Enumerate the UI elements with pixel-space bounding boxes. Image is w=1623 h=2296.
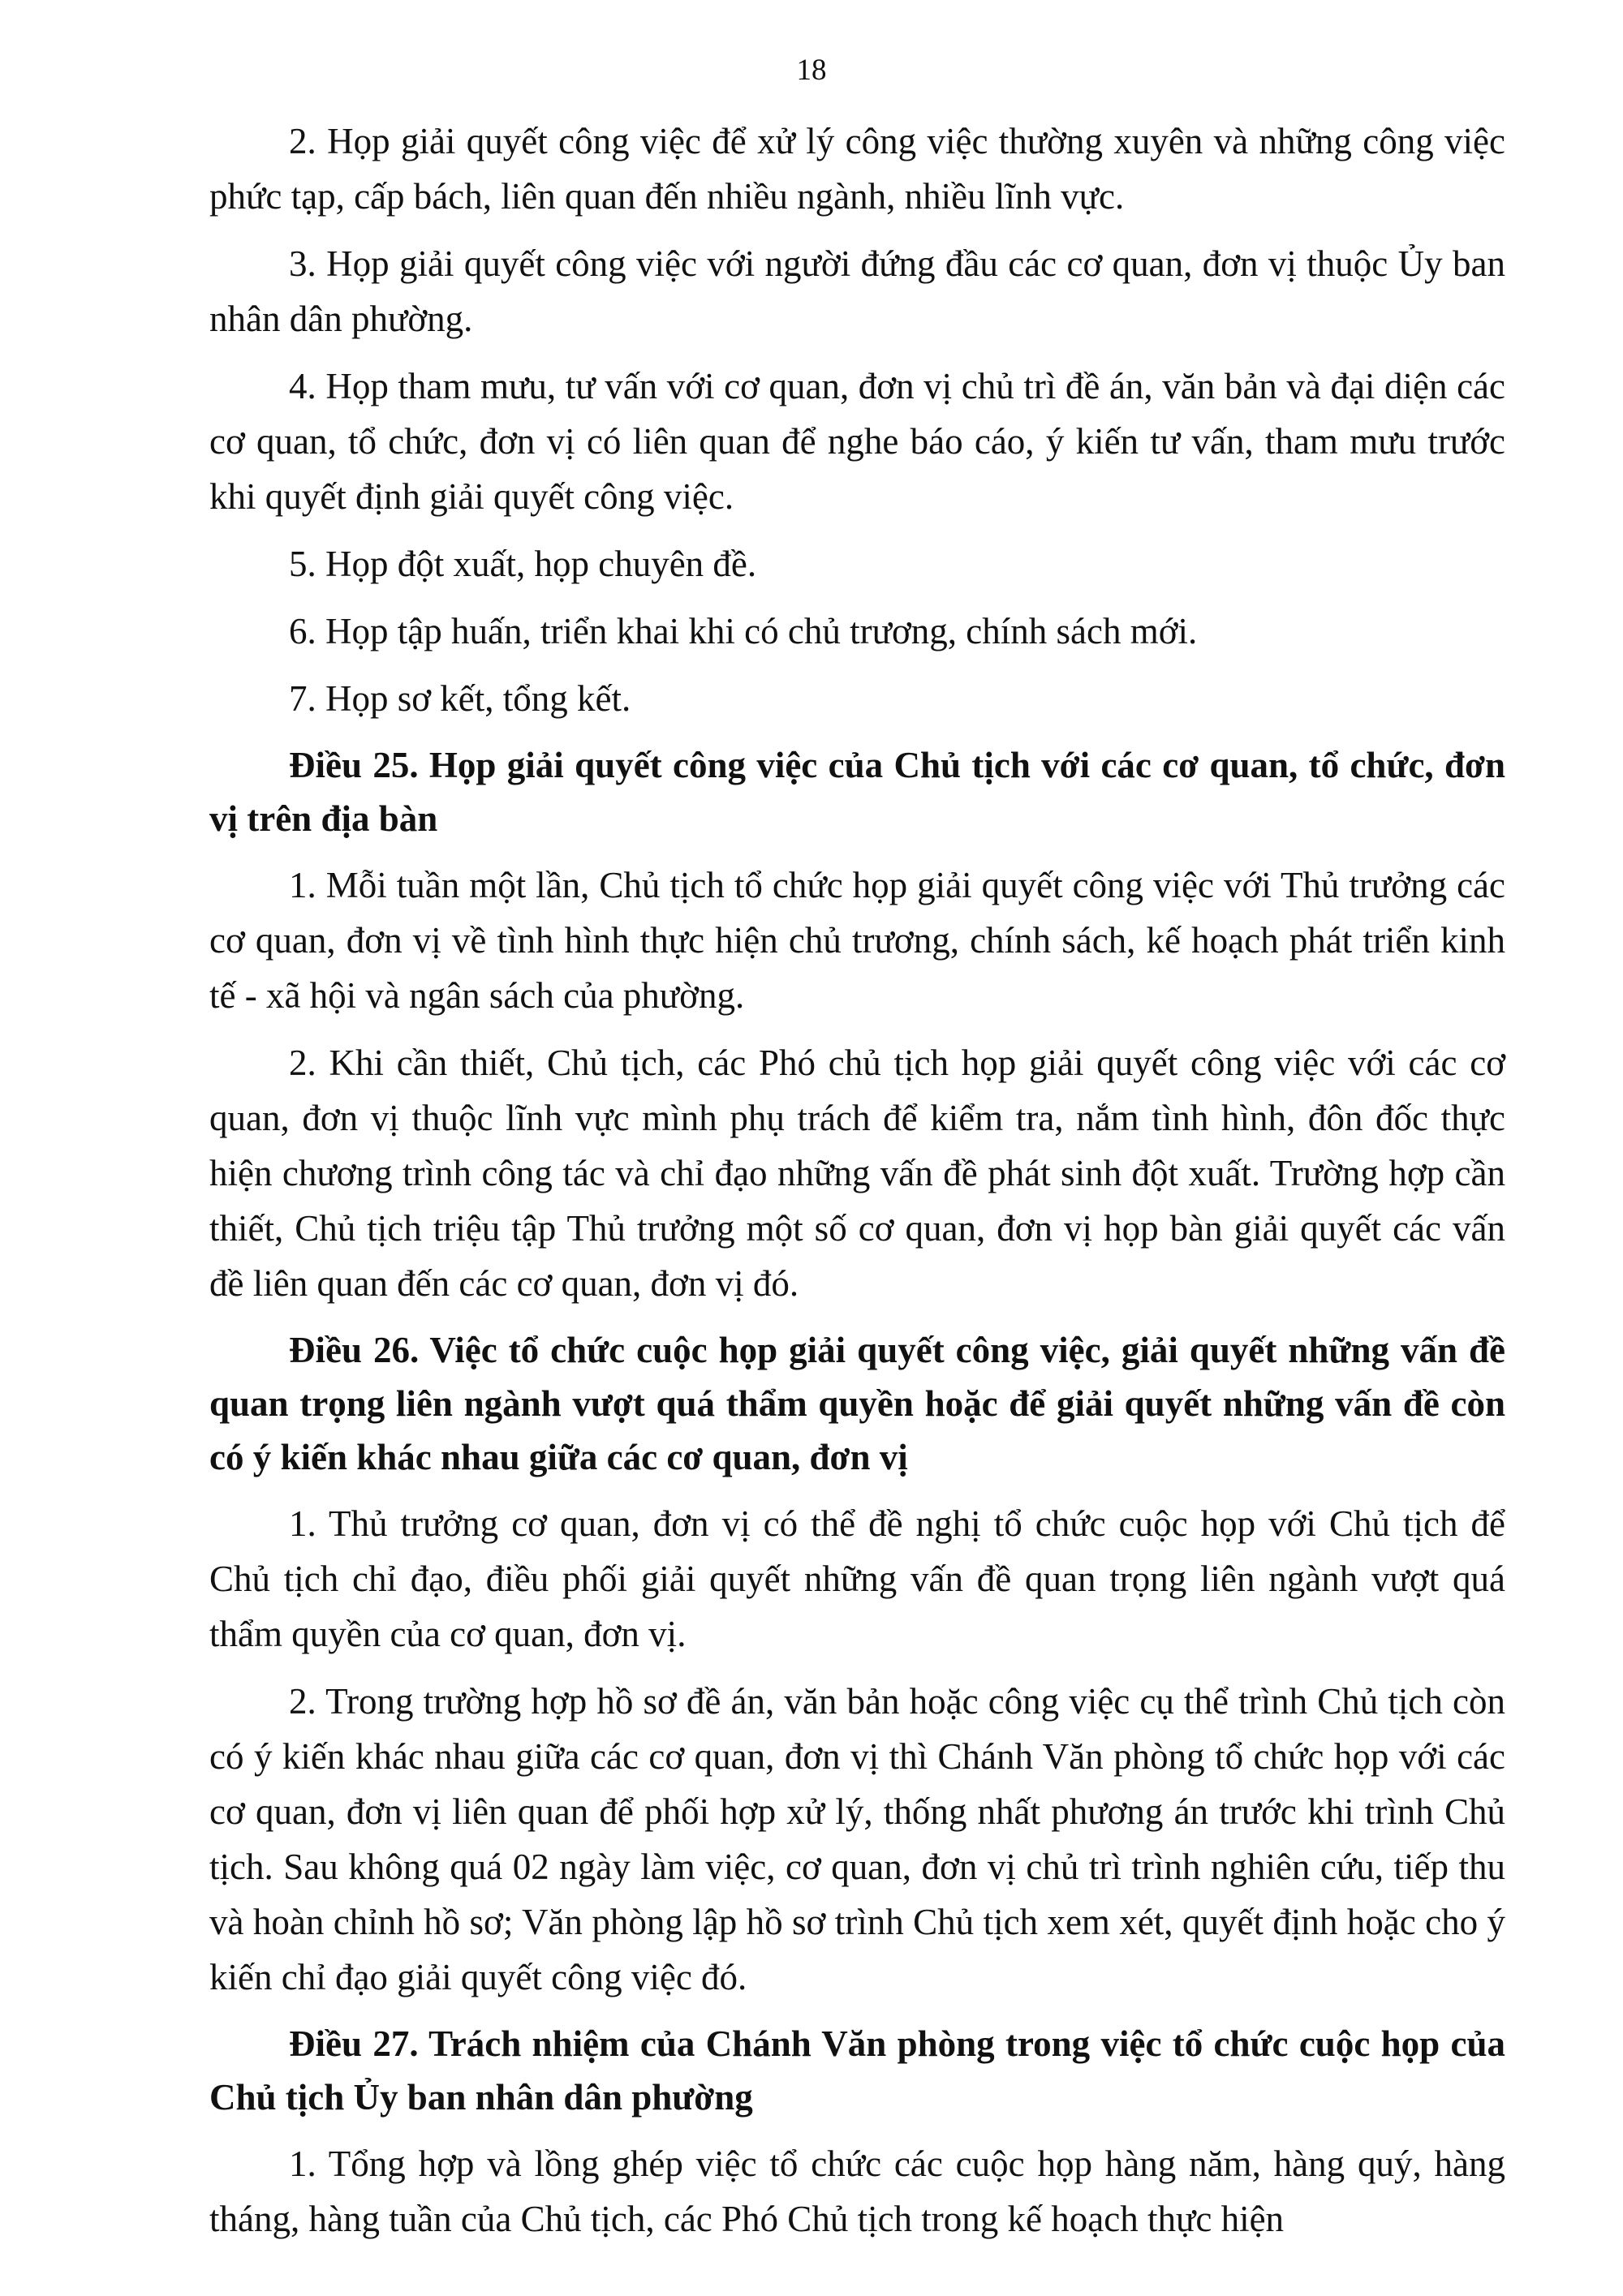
article-26-clause-1: 1. Thủ trưởng cơ quan, đơn vị có thể đề nghị tổ chức cuộc họp với Chủ tịch để Chủ tịch chỉ đạo, điều phối giải quyết những vấn đề quan trọng liên ngành vượt quá thẩm quyền của cơ quan, đơn vị. xyxy=(209,1503,1505,1654)
article-26-clause-2: 2. Trong trường hợp hồ sơ đề án, văn bản hoặc công việc cụ thể trình Chủ tịch còn có ý kiến khác nhau giữa các cơ quan, đơn vị thì Chánh Văn phòng tổ chức họp với các cơ quan, đơn vị liên quan để phối hợp xử lý, thống nhất phương án trước khi trình Chủ tịch. Sau không quá 02 ngày làm việc, cơ quan, đơn vị chủ trì trình nghiên cứu, tiếp thu và hoàn chỉnh hồ sơ; Văn phòng lập hồ sơ trình Chủ tịch xem xét, quyết định hoặc cho ý kiến chỉ đạo giải quyết công việc đó. xyxy=(209,1681,1505,1997)
meeting-type-item-6: 6. Họp tập huấn, triển khai khi có chủ trương, chính sách mới. xyxy=(289,611,1198,651)
article-26-heading: Điều 26. Việc tổ chức cuộc họp giải quyết công việc, giải quyết những vấn đề quan trọng liên ngành vượt quá thẩm quyền hoặc để giải quyết những vấn đề còn có ý kiến khác nhau giữa các cơ quan, đơn vị xyxy=(209,1330,1505,1477)
meeting-type-item-5: 5. Họp đột xuất, họp chuyên đề. xyxy=(289,544,757,584)
page-content xyxy=(209,114,1505,2259)
article-27-clause-1: 1. Tổng hợp và lồng ghép việc tổ chức các cuộc họp hàng năm, hàng quý, hàng tháng, hàng tuần của Chủ tịch, các Phó Chủ tịch trong kế hoạch thực hiện xyxy=(209,2143,1505,2239)
article-25-clause-2: 2. Khi cần thiết, Chủ tịch, các Phó chủ tịch họp giải quyết công việc với các cơ quan, đơn vị thuộc lĩnh vực mình phụ trách để kiểm tra, nắm tình hình, đôn đốc thực hiện chương trình công tác và chỉ đạo những vấn đề phát sinh đột xuất. Trường hợp cần thiết, Chủ tịch triệu tập Thủ trưởng một số cơ quan, đơn vị họp bàn giải quyết các vấn đề liên quan đến các cơ quan, đơn vị đó. xyxy=(209,1043,1505,1304)
meeting-type-item-2: 2. Họp giải quyết công việc để xử lý công việc thường xuyên và những công việc phức tạp, cấp bách, liên quan đến nhiều ngành, nhiều lĩnh vực. xyxy=(209,121,1505,217)
meeting-type-item-3: 3. Họp giải quyết công việc với người đứng đầu các cơ quan, đơn vị thuộc Ủy ban nhân dân phường. xyxy=(209,243,1505,339)
meeting-type-item-4: 4. Họp tham mưu, tư vấn với cơ quan, đơn vị chủ trì đề án, văn bản và đại diện các cơ quan, tổ chức, đơn vị có liên quan để nghe báo cáo, ý kiến tư vấn, tham mưu trước khi quyết định giải quyết công việc. xyxy=(209,366,1505,517)
page-number: 18 xyxy=(796,54,827,87)
meeting-type-item-7: 7. Họp sơ kết, tổng kết. xyxy=(289,678,631,719)
article-27-heading: Điều 27. Trách nhiệm của Chánh Văn phòng trong việc tổ chức cuộc họp của Chủ tịch Ủy ban nhân dân phường xyxy=(209,2023,1505,2118)
article-25-heading: Điều 25. Họp giải quyết công việc của Chủ tịch với các cơ quan, tổ chức, đơn vị trên địa bàn xyxy=(209,745,1505,839)
article-25-clause-1: 1. Mỗi tuần một lần, Chủ tịch tổ chức họp giải quyết công việc với Thủ trưởng các cơ quan, đơn vị về tình hình thực hiện chủ trương, chính sách, kế hoạch phát triển kinh tế - xã hội và ngân sách của phường. xyxy=(209,865,1505,1016)
